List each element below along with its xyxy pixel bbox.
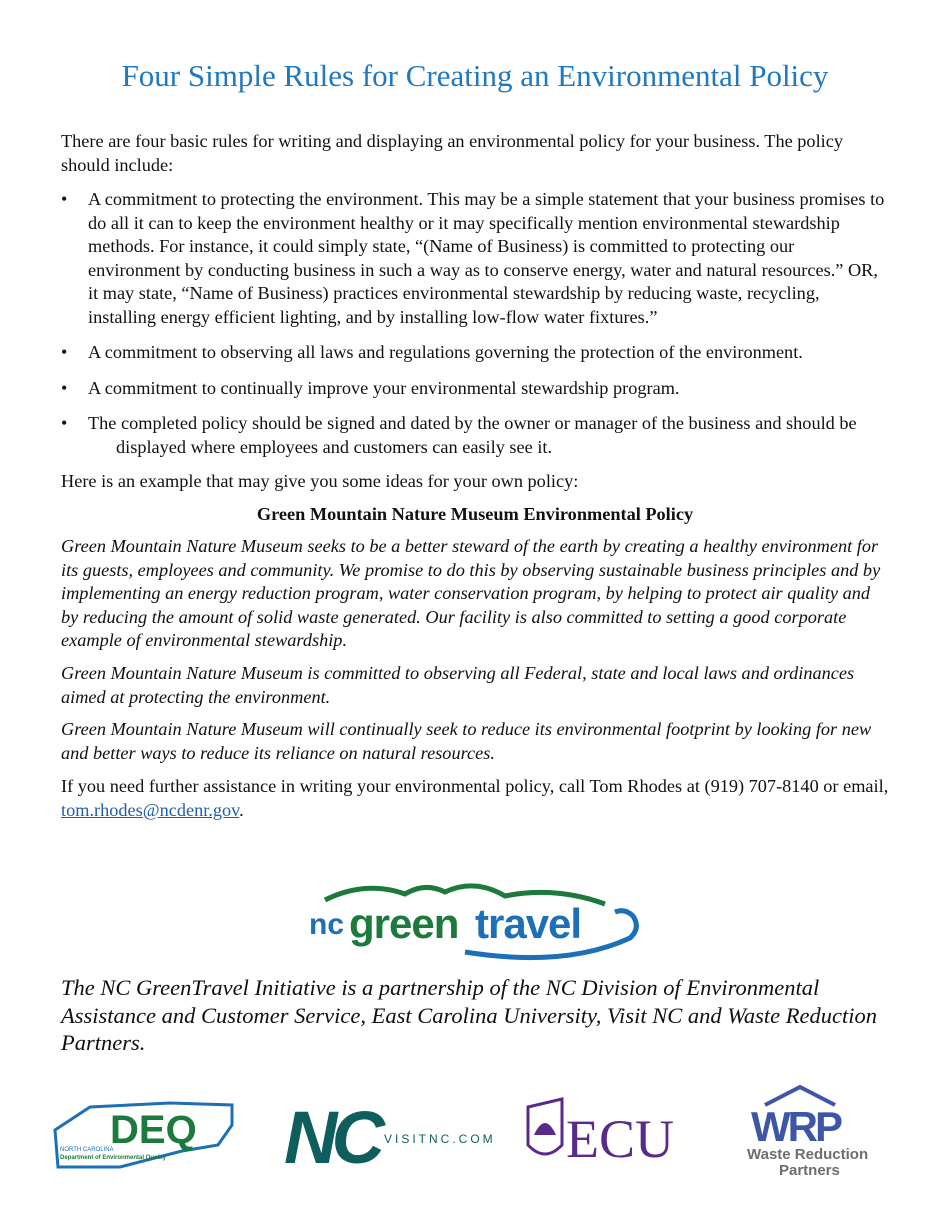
policy-title: Green Mountain Nature Museum Environmental Policy xyxy=(256,504,694,524)
rules-list xyxy=(61,188,891,459)
logo-green-text: green xyxy=(349,900,459,947)
list-item xyxy=(61,412,891,459)
page-title: Four Simple Rules for Creating an Environmental Policy xyxy=(121,58,829,93)
contact-paragraph xyxy=(61,775,891,822)
policy-paragraph: Green Mountain Nature Museum is committed to observing all Federal, state and local laws and ordinances aimed at protecting the environment. xyxy=(61,663,855,707)
ecu-text: ECU xyxy=(566,1109,674,1169)
deq-state-text: NORTH CAROLINA xyxy=(60,1147,114,1153)
bullet-icon: • xyxy=(61,377,68,398)
cupola-icon xyxy=(534,1123,556,1135)
list-item xyxy=(61,377,891,401)
wrp-line1-text: Waste Reduction xyxy=(747,1146,869,1163)
list-item xyxy=(61,188,891,329)
list-item-text: A commitment to protecting the environment. This may be a simple statement that your business promises to do all it can to keep the environment healthy or it may specifically mention environmental stewardship methods. For instance, it could simply state, “(Name of Business) is committed to protecting our environment by conducting business in such a way as to conserve energy, water and natural resources.” OR, it may state, “Name of Business) practices environmental stewardship by reducing waste, recycling, installing energy efficient lighting, and by installing low-flow water fixtures.” xyxy=(88,189,885,327)
list-item-text: A commitment to continually improve your environmental stewardship program. xyxy=(88,377,680,398)
ecu-logo xyxy=(520,1085,695,1180)
contact-end: . xyxy=(239,799,244,820)
list-item-text: The completed policy should be signed and dated by the owner or manager of the business and should be xyxy=(88,413,857,433)
logo-travel-text: travel xyxy=(475,900,582,947)
policy-paragraph: Green Mountain Nature Museum seeks to be a better steward of the earth by creating a healthy environment for its guests, employees and community. We promise to do this by observing sustainable business principles and by implementing an energy reduction program, water conservation program, by helping to protect air quality and by reducing the amount of solid waste generated. Our facility is also committed to setting a good corporate example of environmental stewardship. xyxy=(61,536,881,650)
list-item-text-continued: displayed where employees and customers can easily see it. xyxy=(116,436,553,457)
list-item-text: A commitment to observing all laws and regulations governing the protection of the environment. xyxy=(88,342,803,362)
bullet-icon: • xyxy=(61,189,68,209)
wrp-line2-text: Partners xyxy=(779,1162,840,1179)
deq-text: DEQ xyxy=(110,1108,197,1152)
contact-email-link[interactable]: tom.rhodes@ncdenr.gov xyxy=(61,799,240,820)
ncgreentravel-logo xyxy=(305,876,650,962)
initiative-statement: The NC GreenTravel Initiative is a partnership of the NC Division of Environmental Assistance and Customer Service, East Carolina University, Visit NC and Waste Reduction Partners. xyxy=(61,975,877,1055)
deq-dept-text: Department of Environmental Quality xyxy=(60,1155,167,1161)
list-item xyxy=(61,341,891,365)
policy-paragraph: Green Mountain Nature Museum will continually seek to reduce its environmental footprint by looking for new and better ways to reduce its reliance on natural resources. xyxy=(61,719,872,763)
deq-logo xyxy=(50,1085,240,1180)
bullet-icon: • xyxy=(61,413,68,433)
bullet-icon: • xyxy=(61,342,68,362)
logo-nc-text: nc xyxy=(309,908,345,941)
visitnc-mark-text: NC xyxy=(284,1096,379,1179)
intro-paragraph: There are four basic rules for writing and displaying an environmental policy for your business. The policy should include: xyxy=(61,131,843,175)
wrp-logo xyxy=(745,1085,900,1180)
wrp-mark-text: WRP xyxy=(751,1103,840,1150)
contact-text: If you need further assistance in writing your environmental policy, call Tom Rhodes at (919) 707-8140 or email, xyxy=(61,776,889,796)
visitnc-logo xyxy=(280,1085,496,1180)
example-lead: Here is an example that may give you some ideas for your own policy: xyxy=(61,471,579,491)
visitnc-url-text: VISITNC.COM xyxy=(384,1132,496,1146)
